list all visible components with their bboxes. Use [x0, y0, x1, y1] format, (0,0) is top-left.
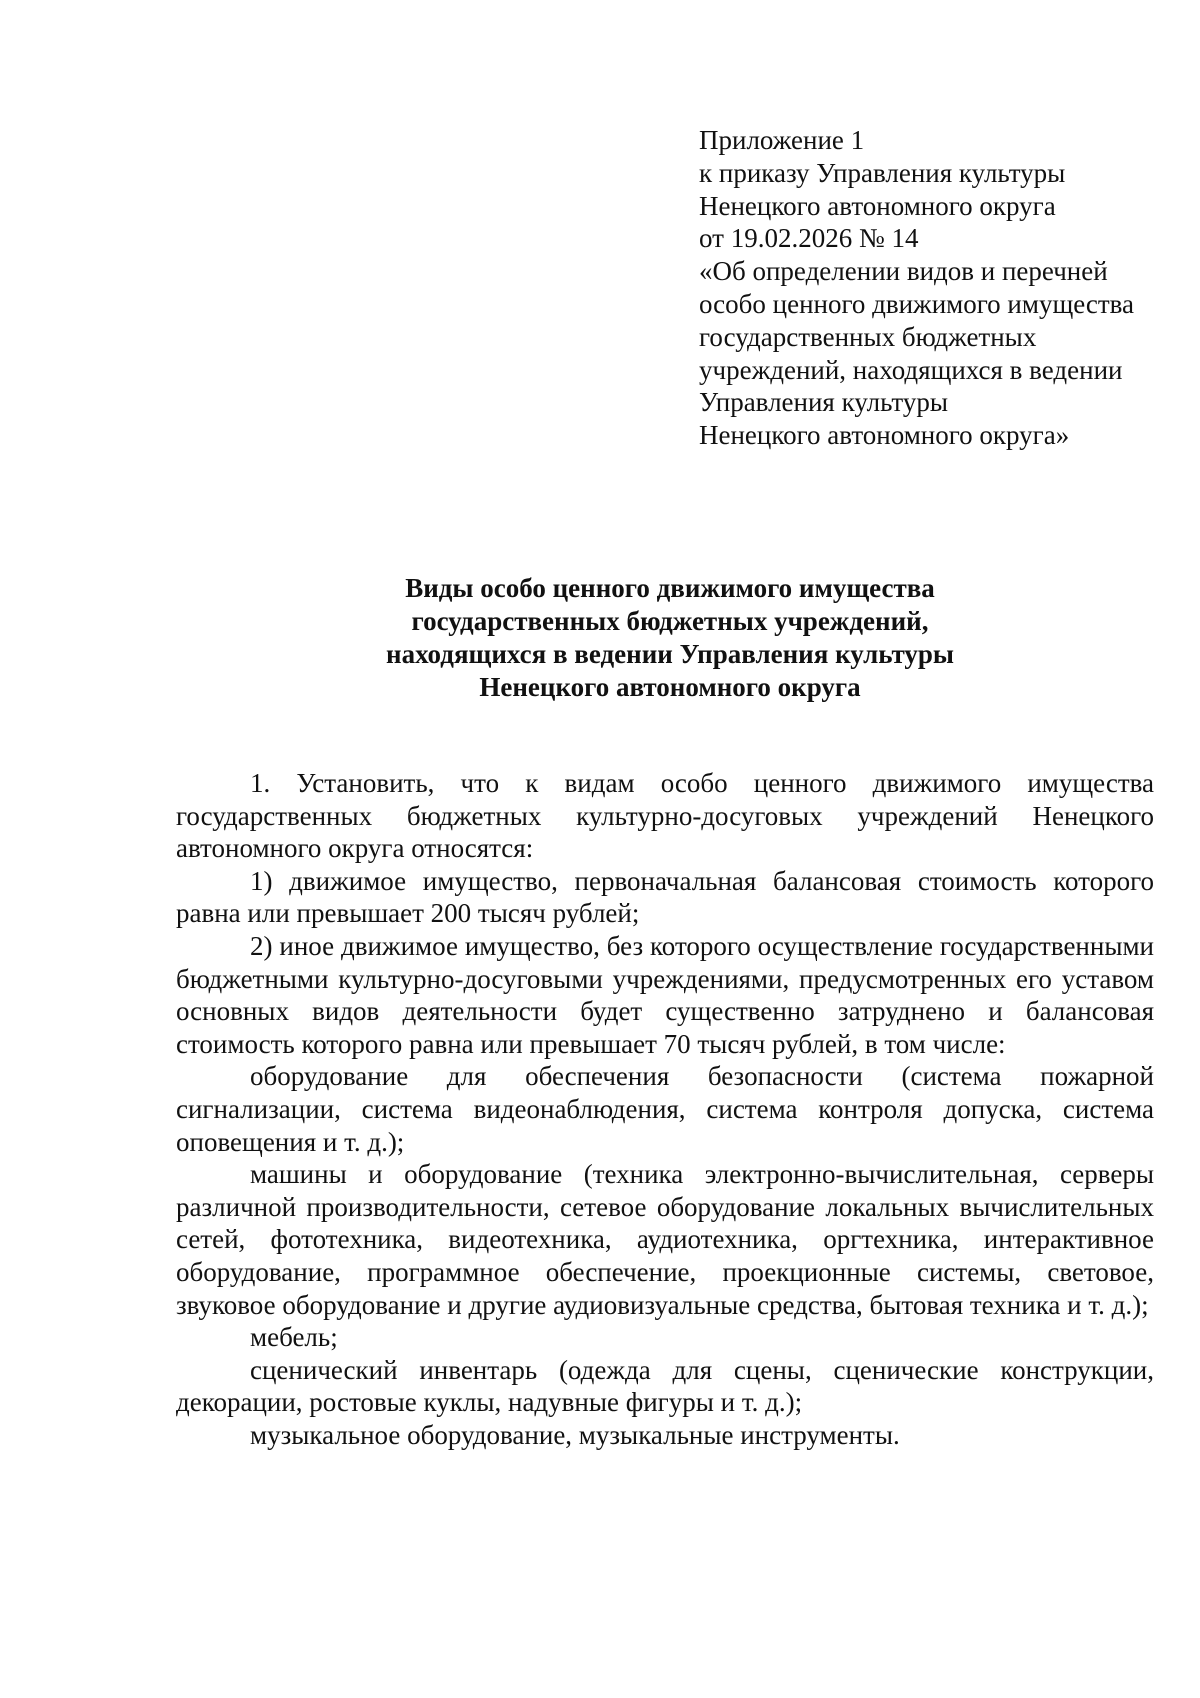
appendix-line: особо ценного движимого имущества [699, 288, 1135, 319]
paragraph-security-equipment: оборудование для обеспечения безопасности (система пожарной сигнализации, система видеонаблюдения, система контроля допуска, система оповещения и т. д.); [176, 1061, 1154, 1157]
title-line: государственных бюджетных учреждений, [411, 606, 929, 636]
paragraph-stage-inventory: сценический инвентарь (одежда для сцены, сценические конструкции, декорации, ростовые куклы, надувные фигуры и т. д.); [176, 1354, 1154, 1418]
title-line: Ненецкого автономного округа [479, 672, 861, 702]
paragraph-machines-equipment: машины и оборудование (техника электронно-вычислительная, серверы различной производительности, сетевое оборудование локальных вычислительных сетей, фототехника, видеотехника, аудиотехника, оргтехника, интерактивное оборудование, программное обеспечение, проекционные системы, световое, звуковое оборудование и другие аудиовизуальные средства, бытовая техника и т. д.); [176, 1159, 1154, 1320]
appendix-reference-block [699, 124, 1169, 452]
appendix-line: «Об определении видов и перечней [699, 256, 1108, 287]
paragraph-musical-equipment: музыкальное оборудование, музыкальные инструменты. [250, 1419, 900, 1450]
paragraph-furniture: мебель; [250, 1322, 338, 1353]
appendix-line: от 19.02.2026 № 14 [699, 223, 919, 254]
document-body [176, 767, 1154, 1451]
paragraph-subitem-2: 2) иное движимое имущество, без которого осуществление государственными бюджетными культурно-досуговыми учреждениями, предусмотренных его уставом основных видов деятельности будет существенно затруднено и балансовая стоимость которого равна или превышает 70 тысяч рублей, в том числе: [176, 930, 1154, 1059]
appendix-line: Ненецкого автономного округа [699, 190, 1056, 221]
appendix-line: Ненецкого автономного округа» [699, 420, 1070, 451]
title-line: Виды особо ценного движимого имущества [405, 573, 935, 603]
appendix-line: Приложение 1 [699, 125, 865, 155]
appendix-line: Управления культуры [699, 387, 948, 418]
document-title [170, 572, 1170, 704]
appendix-line: государственных бюджетных [699, 321, 1037, 352]
title-line: находящихся в ведении Управления культуры [386, 639, 954, 669]
appendix-line: к приказу Управления культуры [699, 157, 1066, 188]
paragraph-item-1: 1. Установить, что к видам особо ценного движимого имущества государственных бюджетных культурно-досуговых учреждений Ненецкого автономного округа относятся: [176, 768, 1154, 864]
paragraph-subitem-1: 1) движимое имущество, первоначальная балансовая стоимость которого равна или превышает 200 тысяч рублей; [176, 865, 1154, 929]
appendix-line: учреждений, находящихся в ведении [699, 354, 1123, 385]
